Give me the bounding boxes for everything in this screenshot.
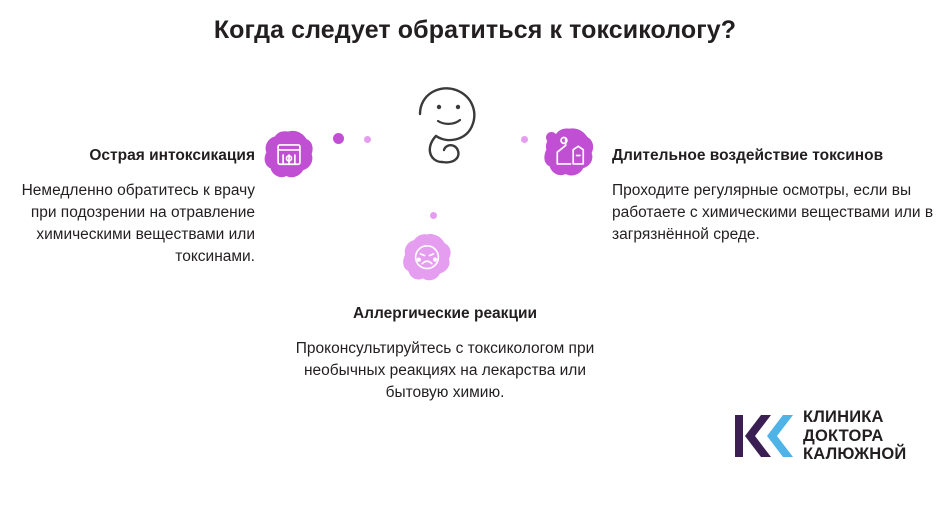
allergy-face-icon xyxy=(401,232,453,284)
lab-flask-icon xyxy=(543,127,595,179)
clinic-logo xyxy=(735,405,935,467)
page-title: Когда следует обратиться к токсикологу? xyxy=(213,16,737,44)
kk-logo-icon xyxy=(735,413,793,459)
connector-dot xyxy=(333,133,344,144)
logo-line-3: КАЛЮЖНОЙ xyxy=(803,445,907,464)
section-heading-acute-intoxication: Острая интоксикация xyxy=(89,147,255,164)
poison-hazard-icon xyxy=(263,129,315,181)
section-body-acute-intoxication: Немедленно обратитесь к врачу при подозрении на отравление химическими веществами или токсинами. xyxy=(21,182,255,265)
section-body-long-term-exposure: Проходите регулярные осмотры, если вы работаете с химическими веществами или в загрязнённой среде. xyxy=(612,182,934,243)
logo-line-1: КЛИНИКА xyxy=(803,408,884,427)
logo-line-2: ДОКТОРА xyxy=(803,426,884,445)
section-heading-allergic-reactions: Аллергические реакции xyxy=(352,305,538,322)
thinking-face-icon xyxy=(402,78,492,173)
connector-dot xyxy=(521,136,528,143)
connector-dot xyxy=(364,136,371,143)
section-heading-long-term-exposure: Длительное воздействие токсинов xyxy=(612,147,884,164)
section-body-allergic-reactions: Проконсультируйтесь с токсикологом при необычных реакциях на лекарства или бытовую химию. xyxy=(295,340,595,401)
connector-dot xyxy=(430,212,437,219)
